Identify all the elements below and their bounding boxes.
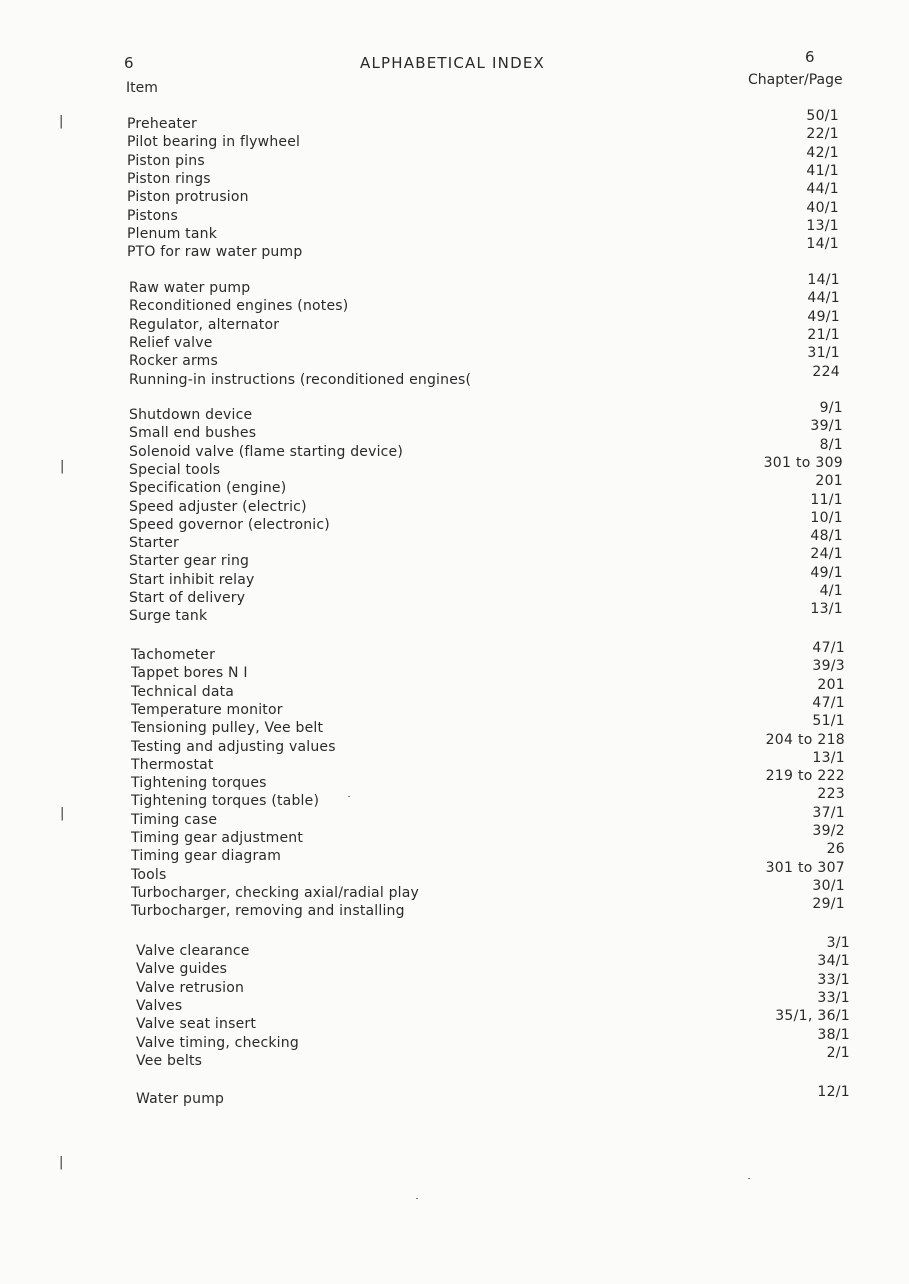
index-entry-item: Pistons bbox=[127, 207, 178, 224]
index-entry-item: Raw water pump bbox=[129, 280, 251, 296]
index-entry-page: 201 bbox=[817, 676, 845, 693]
index-entry-item: Solenoid valve (flame starting device) bbox=[129, 443, 404, 460]
index-entry-item: Speed adjuster (electric) bbox=[129, 498, 307, 515]
index-entry-page: 14/1 bbox=[807, 272, 840, 288]
index-entry-item: Preheater bbox=[127, 116, 197, 132]
column-header-chapter-page: Chapter/Page bbox=[748, 72, 843, 88]
index-entry-item: Starter bbox=[129, 535, 179, 552]
index-entry-item: Pilot bearing in flywheel bbox=[127, 134, 301, 151]
index-entry-page: 13/1 bbox=[812, 749, 845, 766]
page-number-left: 6 bbox=[124, 54, 135, 72]
index-entry-page: 42/1 bbox=[806, 144, 839, 161]
index-entry-page: 224 bbox=[812, 363, 840, 380]
index-entry-page: 2/1 bbox=[826, 1044, 850, 1061]
index-entry-item: Specification (engine) bbox=[129, 480, 287, 497]
index-entry-page: 39/1 bbox=[810, 418, 843, 435]
scan-speck bbox=[748, 1178, 750, 1179]
margin-mark: | bbox=[60, 459, 65, 474]
index-entry-item: Piston rings bbox=[127, 170, 211, 187]
index-entry-page: 44/1 bbox=[806, 181, 839, 198]
index-entry-item: Technical data bbox=[131, 683, 235, 700]
index-entry-page: 44/1 bbox=[807, 290, 840, 307]
index-entry-item: Plenum tank bbox=[127, 225, 218, 242]
index-entry-item: Turbocharger, removing and installing bbox=[131, 903, 405, 920]
index-entry-page: 34/1 bbox=[817, 953, 850, 970]
index-entry-page: 49/1 bbox=[810, 564, 843, 581]
scan-speck bbox=[348, 796, 350, 797]
index-entry-item: Testing and adjusting values bbox=[131, 738, 336, 755]
index-entry-item: Start inhibit relay bbox=[129, 571, 255, 588]
margin-mark: | bbox=[60, 806, 65, 821]
index-entry-page: 223 bbox=[817, 786, 845, 803]
index-entry-page: 204 to 218 bbox=[765, 731, 845, 748]
index-entry-page: 9/1 bbox=[819, 400, 843, 416]
page-title: ALPHABETICAL INDEX bbox=[360, 54, 545, 72]
index-entry-item: Rocker arms bbox=[129, 353, 219, 370]
index-entry-page: 39/2 bbox=[812, 823, 845, 839]
index-entry-page: 38/1 bbox=[817, 1026, 850, 1043]
index-entry-page: 39/3 bbox=[812, 658, 845, 675]
page-number-right: 6 bbox=[805, 48, 816, 66]
index-entry-item: Special tools bbox=[129, 461, 221, 478]
index-entry-page: 29/1 bbox=[812, 896, 845, 913]
index-entry-page: 40/1 bbox=[806, 199, 839, 216]
index-entry-page: 26 bbox=[826, 841, 845, 858]
index-entry-page: 48/1 bbox=[810, 528, 843, 545]
index-entry-item: Piston pins bbox=[127, 152, 205, 169]
index-entry-page: 51/1 bbox=[812, 713, 845, 730]
index-entry-page: 47/1 bbox=[812, 640, 845, 656]
index-entry-page: 47/1 bbox=[812, 694, 845, 711]
index-entry-item: Tappet bores N I bbox=[131, 665, 248, 682]
index-entry-item: Valve timing, checking bbox=[136, 1034, 299, 1051]
index-entry-item: Tightening torques (table) bbox=[131, 793, 320, 810]
index-entry-page: 10/1 bbox=[810, 509, 843, 526]
index-entry-item: Running-in instructions (reconditioned engines( bbox=[129, 371, 472, 388]
index-entry-page: 41/1 bbox=[806, 162, 839, 179]
index-entry-item: Water pump bbox=[136, 1091, 225, 1107]
index-entry-page: 3/1 bbox=[826, 935, 850, 951]
index-entry-item: Timing gear diagram bbox=[131, 848, 282, 865]
index-entry-item: Valve retrusion bbox=[136, 979, 245, 996]
index-entry-item: Temperature monitor bbox=[131, 701, 283, 718]
index-entry-page: 13/1 bbox=[810, 601, 843, 618]
index-entry-item: Start of delivery bbox=[129, 590, 246, 606]
index-entry-page: 14/1 bbox=[806, 236, 839, 253]
index-entry-item: PTO for raw water pump bbox=[127, 244, 303, 261]
index-entry-page: 49/1 bbox=[807, 308, 840, 325]
index-entry-item: Starter gear ring bbox=[129, 553, 250, 570]
index-entry-page: 24/1 bbox=[810, 546, 843, 563]
index-entry-item: Small end bushes bbox=[129, 425, 257, 442]
index-entry-item: Surge tank bbox=[129, 608, 208, 625]
index-entry-item: Thermostat bbox=[131, 756, 214, 773]
index-entry-item: Shutdown device bbox=[129, 407, 253, 423]
index-entry-item: Timing gear adjustment bbox=[131, 830, 304, 846]
index-entry-page: 50/1 bbox=[806, 108, 839, 124]
index-entry-page: 11/1 bbox=[810, 491, 843, 508]
index-entry-item: Tightening torques bbox=[131, 775, 267, 792]
index-entry-item: Vee belts bbox=[136, 1052, 203, 1069]
index-entry-page: 21/1 bbox=[807, 326, 840, 343]
column-header-item: Item bbox=[126, 80, 158, 96]
index-entry-item: Valve seat insert bbox=[136, 1016, 257, 1033]
index-entry-page: 201 bbox=[815, 473, 843, 490]
index-entry-item: Tensioning pulley, Vee belt bbox=[131, 720, 324, 737]
index-entry-page: 219 to 222 bbox=[765, 768, 845, 785]
index-entry-page: 37/1 bbox=[812, 804, 845, 821]
index-entry-page: 35/1, 36/1 bbox=[775, 1008, 850, 1025]
index-entry-item: Turbocharger, checking axial/radial play bbox=[131, 884, 420, 901]
index-entry-item: Timing case bbox=[131, 811, 218, 828]
index-entry-item: Tachometer bbox=[131, 647, 216, 663]
index-entry-page: 31/1 bbox=[807, 345, 840, 362]
index-entry-item: Tools bbox=[131, 866, 167, 883]
index-entry-page: 301 to 307 bbox=[765, 859, 845, 876]
index-entry-item: Regulator, alternator bbox=[129, 316, 280, 333]
index-entry-item: Valves bbox=[136, 997, 183, 1014]
index-entry-page: 30/1 bbox=[812, 877, 845, 894]
margin-mark: | bbox=[59, 114, 64, 129]
index-entry-item: Relief valve bbox=[129, 334, 213, 351]
index-entry-page: 8/1 bbox=[819, 436, 843, 453]
index-entry-page: 301 to 309 bbox=[763, 454, 843, 471]
index-entry-item: Piston protrusion bbox=[127, 189, 249, 206]
index-entry-item: Speed governor (electronic) bbox=[129, 516, 330, 533]
index-entry-page: 12/1 bbox=[817, 1084, 850, 1100]
scan-speck bbox=[416, 1198, 418, 1199]
index-entry-page: 22/1 bbox=[806, 126, 839, 143]
margin-mark: | bbox=[59, 1155, 64, 1170]
index-entry-item: Valve clearance bbox=[136, 943, 250, 959]
index-entry-page: 33/1 bbox=[817, 971, 850, 988]
index-entry-item: Valve guides bbox=[136, 961, 228, 978]
index-entry-page: 4/1 bbox=[819, 583, 843, 599]
index-entry-page: 33/1 bbox=[817, 989, 850, 1006]
index-entry-item: Reconditioned engines (notes) bbox=[129, 298, 349, 315]
index-entry-page: 13/1 bbox=[806, 217, 839, 234]
